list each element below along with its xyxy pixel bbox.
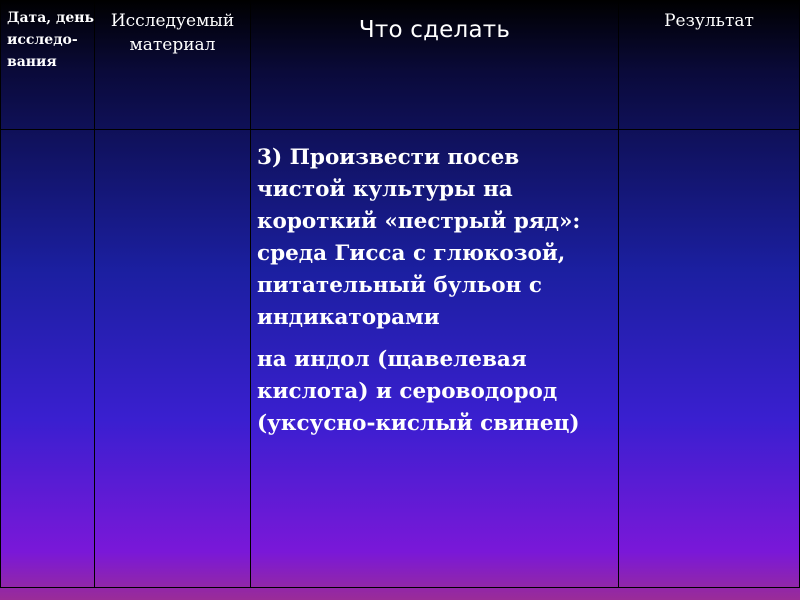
header-date-cell <box>1 1 95 130</box>
header-action-label: Что сделать <box>358 17 511 43</box>
row-date-cell <box>1 130 95 588</box>
table-row <box>1 130 800 588</box>
header-result-label: Результат <box>664 11 754 31</box>
action-step-continuation: на индол (щавелевая кислота) и сероводород (уксусно-кислый свинец) <box>257 347 580 436</box>
header-result-cell <box>619 1 800 130</box>
header-material-cell <box>95 1 251 130</box>
action-step-text: 3) Произвести посев чистой культуры на короткий «пестрый ряд»: среда Гисса с глюкозой, питательный бульон с индикаторами <box>257 145 581 330</box>
row-result-cell <box>619 130 800 588</box>
row-material-cell <box>95 130 251 588</box>
header-date-label: Дата, день исследо-вания <box>7 10 95 70</box>
row-action-cell <box>251 130 619 588</box>
header-row <box>1 1 800 130</box>
header-action-cell <box>251 1 619 130</box>
header-material-label: Исследуемый материал <box>110 11 235 55</box>
